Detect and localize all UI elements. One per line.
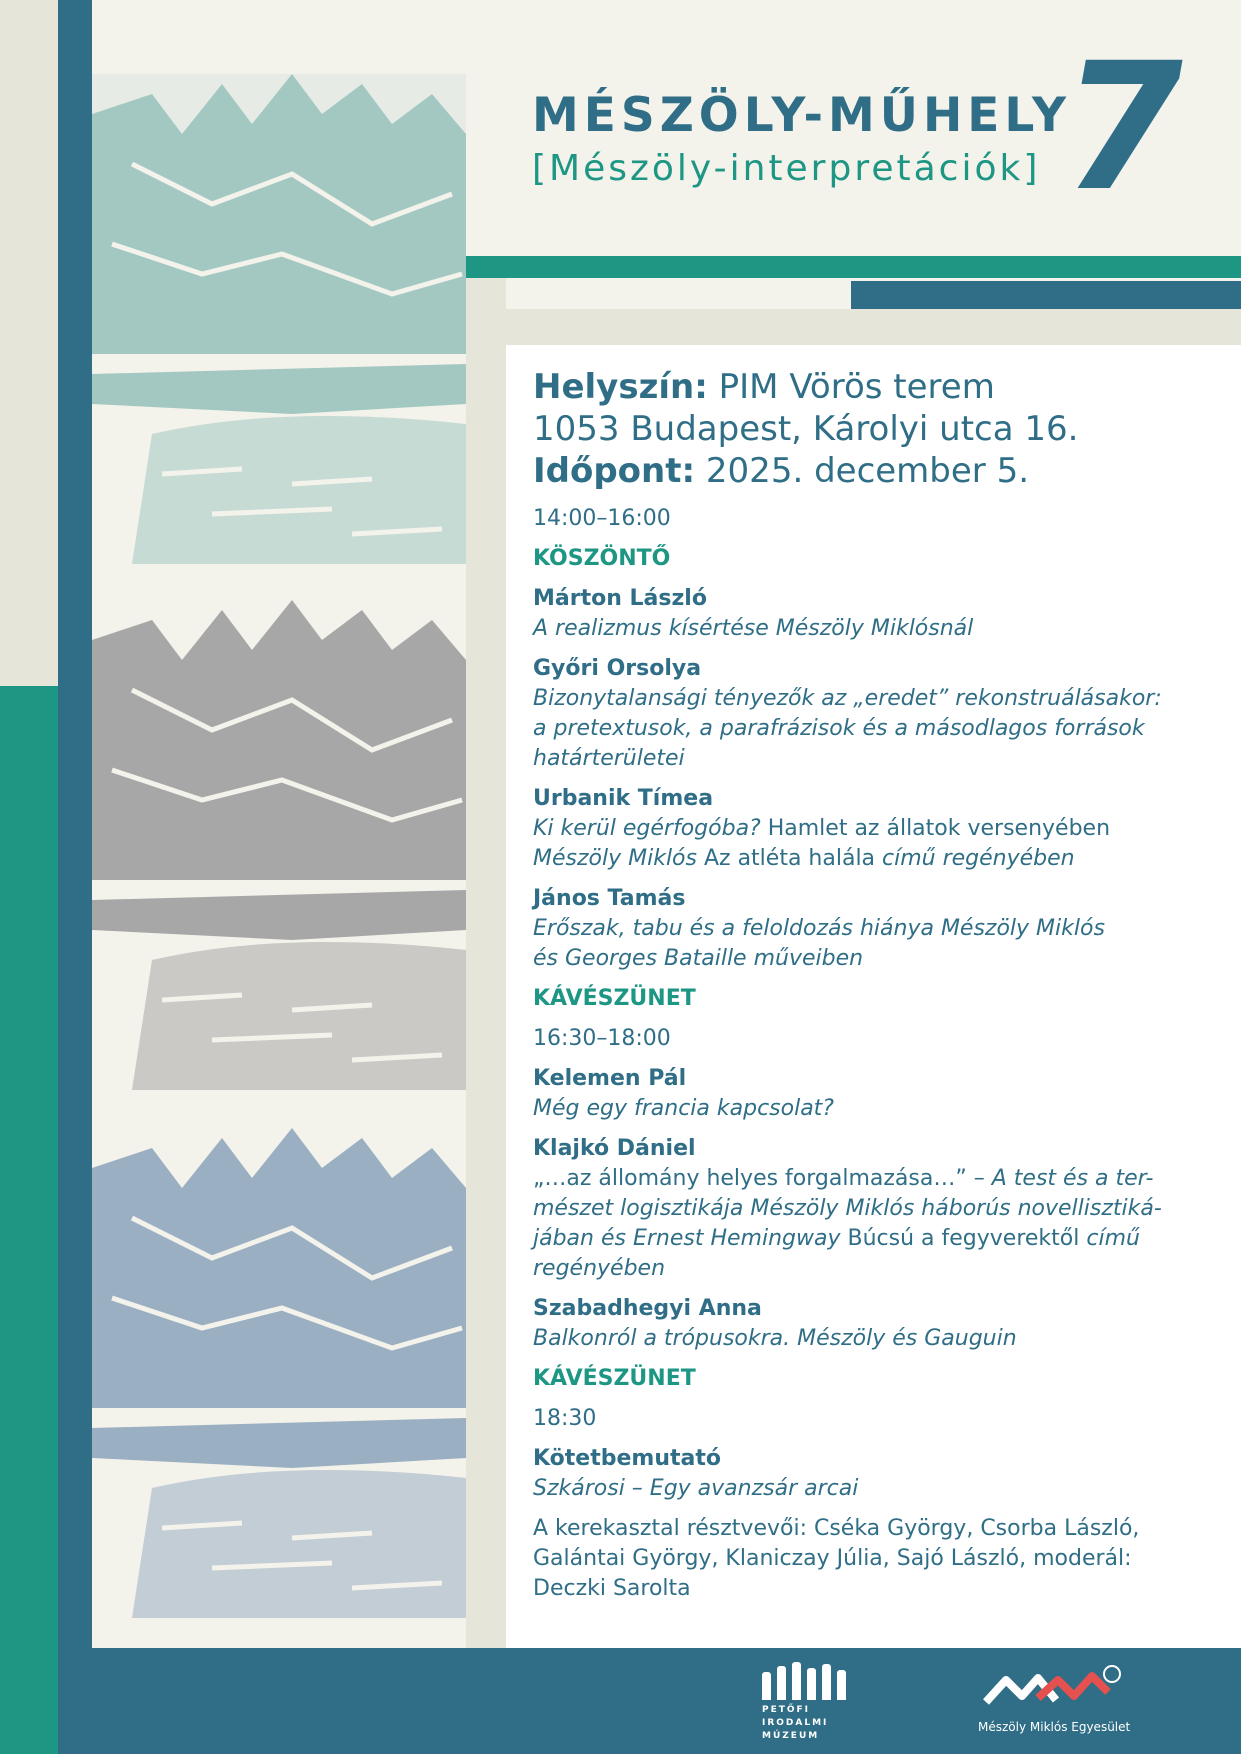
talk-title-line: Erőszak, tabu és a feloldozás hiánya Mészöly Miklós: [533, 916, 1105, 941]
association-name: Mészöly Miklós Egyesület: [978, 1720, 1131, 1734]
talk-title: Még egy francia kapcsolat?: [533, 1096, 834, 1121]
time-slot-2: 16:30–18:00: [533, 1026, 671, 1051]
talk-title-part: című: [1086, 1226, 1140, 1251]
woodcut-image-gray: [92, 600, 466, 1090]
program-item: [533, 584, 1223, 644]
talk-title-line: [533, 814, 1223, 844]
speaker-name: Márton László: [533, 586, 707, 611]
program-schedule: [533, 504, 1223, 1614]
program-item: [533, 654, 1223, 774]
pim-logo-line: IRODALMI: [762, 1718, 829, 1728]
section-coffee-break: KÁVÉSZÜNET: [533, 1366, 696, 1391]
venue-line: [533, 366, 1223, 408]
green-band: [466, 256, 1241, 278]
talk-title-line: mészet logisztikája Mészöly Miklós háborús novellisztiká-: [533, 1196, 1162, 1221]
book-title: Szkárosi – Egy avanzsár arcai: [533, 1476, 859, 1501]
talk-title-line: regényében: [533, 1256, 666, 1281]
talk-title-part: című regényében: [882, 846, 1075, 871]
talk-title-part: Mészöly Miklós: [533, 846, 697, 871]
talk-title-line: [533, 1224, 1223, 1254]
pim-logo-mark-icon: [762, 1662, 852, 1700]
talk-title-line: [533, 1164, 1223, 1194]
speaker-name: Szabadhegyi Anna: [533, 1296, 762, 1321]
talk-title-part: A test és a ter-: [991, 1166, 1154, 1191]
time-slot-1: 14:00–16:00: [533, 506, 671, 531]
program-item: [533, 884, 1223, 974]
talk-title-part: Hamlet az állatok versenyében: [760, 816, 1111, 841]
speaker-name: Klajkó Dániel: [533, 1136, 696, 1161]
program-item: [533, 1064, 1223, 1124]
talk-title-line: és Georges Bataille műveiben: [533, 946, 864, 971]
speaker-name: Kelemen Pál: [533, 1066, 687, 1091]
date-line: [533, 450, 1223, 492]
edition-number: 7: [1044, 25, 1203, 230]
meszoly-association-logo: [978, 1662, 1138, 1744]
pim-logo-line: PETŐFI: [762, 1705, 811, 1715]
date-label: Időpont:: [533, 451, 696, 491]
talk-title-part: Búcsú a fegyverektől: [840, 1226, 1087, 1251]
association-mark-icon: [978, 1662, 1128, 1714]
roundtable: [533, 1514, 1223, 1604]
talk-title-line: határterületei: [533, 746, 685, 771]
program-item: [533, 1294, 1223, 1354]
roundtable-line: Galántai György, Klaniczay Júlia, Sajó László, moderál:: [533, 1546, 1132, 1571]
speaker-name: Győri Orsolya: [533, 656, 702, 681]
left-green-stripe: [0, 686, 58, 1754]
program-item: [533, 784, 1223, 874]
venue-address: 1053 Budapest, Károlyi utca 16.: [533, 409, 1079, 449]
left-blue-stripe: [58, 0, 92, 1650]
program-item: [533, 1134, 1223, 1284]
page-subtitle: [Mészöly-interpretációk]: [532, 148, 1041, 189]
time-slot-3: 18:30: [533, 1406, 597, 1431]
woodcut-image-blue: [92, 1128, 466, 1618]
talk-title-line: [533, 844, 1223, 874]
talk-title-line: a pretextusok, a parafrázisok és a másodlagos források: [533, 716, 1145, 741]
roundtable-line: Deczki Sarolta: [533, 1576, 691, 1601]
pim-logo-text: [762, 1704, 852, 1743]
page-title: MÉSZÖLY-MŰHELY: [532, 88, 1072, 143]
blue-band: [851, 281, 1241, 309]
venue-info: [533, 366, 1223, 492]
section-coffee-break: KÁVÉSZÜNET: [533, 986, 696, 1011]
venue-name: PIM Vörös terem: [718, 367, 995, 407]
talk-title-part: Ki kerül egérfogóba?: [533, 816, 761, 841]
roundtable-line: A kerekasztal résztvevői: Cséka György, Csorba László,: [533, 1516, 1140, 1541]
book-launch-label: Kötetbemutató: [533, 1446, 721, 1471]
program-item: [533, 1444, 1223, 1504]
pim-logo-line: MÚZEUM: [762, 1731, 820, 1741]
talk-title: Balkonról a trópusokra. Mészöly és Gauguin: [533, 1326, 1017, 1351]
talk-title-part: jában és Ernest Hemingway: [533, 1226, 841, 1251]
speaker-name: János Tamás: [533, 886, 686, 911]
speaker-name: Urbanik Tímea: [533, 786, 714, 811]
section-welcome: KÖSZÖNTŐ: [533, 546, 671, 571]
talk-title-part: Az atléta halála: [696, 846, 883, 871]
beige-band-vertical: [466, 278, 506, 1648]
talk-title-part: „…az állomány helyes forgalmazása…” –: [533, 1166, 992, 1191]
beige-band-horizontal: [466, 309, 1241, 345]
woodcut-image-green: [92, 74, 466, 564]
talk-title-line: Bizonytalansági tényezők az „eredet” rekonstruálásakor:: [533, 686, 1162, 711]
talk-title: A realizmus kísértése Mészöly Miklósnál: [533, 616, 974, 641]
pim-logo: [762, 1662, 852, 1744]
venue-label: Helyszín:: [533, 367, 708, 407]
date-value: 2025. december 5.: [705, 451, 1030, 491]
